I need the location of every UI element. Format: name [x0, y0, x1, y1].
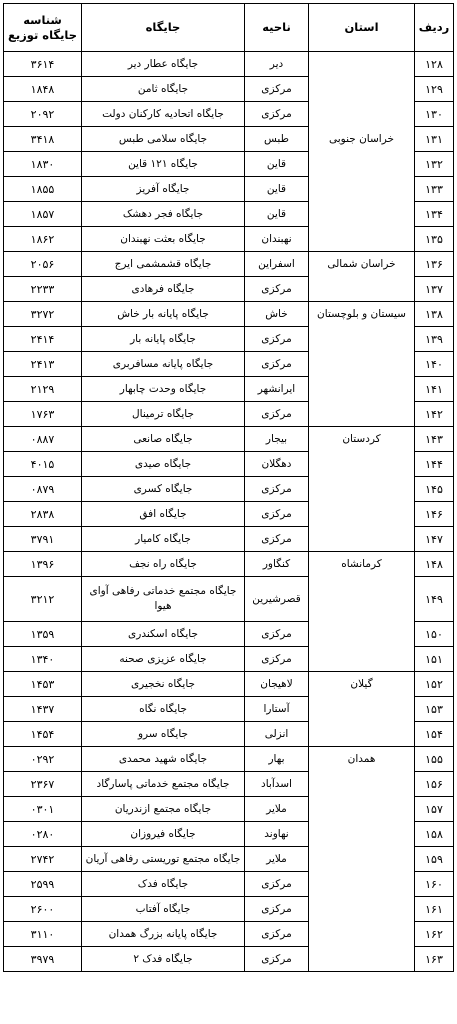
cell-province: کردستان — [309, 427, 415, 452]
cell-row-number: ۱۵۹ — [415, 847, 454, 872]
cell-province — [309, 947, 415, 972]
cell-distribution-code: ۱۸۵۵ — [4, 177, 82, 202]
cell-station: جایگاه آفریز — [82, 177, 245, 202]
cell-station: جایگاه ثامن — [82, 77, 245, 102]
cell-district: مرکزی — [245, 477, 309, 502]
table-row — [4, 402, 454, 427]
cell-district: قاین — [245, 202, 309, 227]
cell-province: همدان — [309, 747, 415, 772]
cell-station: جایگاه ترمینال — [82, 402, 245, 427]
cell-distribution-code: ۳۲۷۲ — [4, 302, 82, 327]
cell-province — [309, 502, 415, 527]
cell-row-number: ۱۴۶ — [415, 502, 454, 527]
cell-station: جایگاه سرو — [82, 722, 245, 747]
cell-row-number: ۱۵۷ — [415, 797, 454, 822]
cell-district: طبس — [245, 127, 309, 152]
cell-row-number: ۱۳۴ — [415, 202, 454, 227]
cell-row-number: ۱۵۶ — [415, 772, 454, 797]
cell-row-number: ۱۳۱ — [415, 127, 454, 152]
cell-district: مرکزی — [245, 622, 309, 647]
cell-station: جایگاه فرهادی — [82, 277, 245, 302]
cell-row-number: ۱۴۲ — [415, 402, 454, 427]
table-row — [4, 502, 454, 527]
cell-row-number: ۱۶۰ — [415, 872, 454, 897]
table-row — [4, 622, 454, 647]
cell-province — [309, 822, 415, 847]
cell-province — [309, 527, 415, 552]
cell-province — [309, 227, 415, 252]
cell-province — [309, 872, 415, 897]
cell-district: قصرشیرین — [245, 577, 309, 622]
cell-province: خراسان شمالی — [309, 252, 415, 277]
cell-station: جایگاه وحدت چابهار — [82, 377, 245, 402]
cell-row-number: ۱۶۲ — [415, 922, 454, 947]
cell-province — [309, 897, 415, 922]
cell-province — [309, 277, 415, 302]
cell-row-number: ۱۵۱ — [415, 647, 454, 672]
cell-distribution-code: ۱۸۵۷ — [4, 202, 82, 227]
cell-station: جایگاه شهید محمدی — [82, 747, 245, 772]
cell-district: مرکزی — [245, 502, 309, 527]
cell-distribution-code: ۰۸۷۹ — [4, 477, 82, 502]
cell-row-number: ۱۴۸ — [415, 552, 454, 577]
cell-district: قاین — [245, 177, 309, 202]
header-province: استان — [309, 4, 415, 52]
cell-district: مرکزی — [245, 527, 309, 552]
table-row — [4, 327, 454, 352]
cell-row-number: ۱۳۵ — [415, 227, 454, 252]
cell-district: اسفراین — [245, 252, 309, 277]
cell-district: لاهیجان — [245, 672, 309, 697]
cell-district: انزلی — [245, 722, 309, 747]
stations-table — [3, 3, 454, 972]
cell-province — [309, 577, 415, 622]
cell-province — [309, 177, 415, 202]
cell-distribution-code: ۳۷۹۱ — [4, 527, 82, 552]
cell-row-number: ۱۴۴ — [415, 452, 454, 477]
cell-station: جایگاه نگاه — [82, 697, 245, 722]
table-body — [4, 52, 454, 972]
table-row — [4, 352, 454, 377]
cell-province — [309, 722, 415, 747]
cell-distribution-code: ۴۰۱۵ — [4, 452, 82, 477]
cell-province — [309, 647, 415, 672]
cell-province — [309, 922, 415, 947]
cell-distribution-code: ۲۴۱۴ — [4, 327, 82, 352]
cell-station: جایگاه مجتمع خدماتی رفاهی آوای هیوا — [82, 577, 245, 622]
cell-station: جایگاه کامیار — [82, 527, 245, 552]
cell-row-number: ۱۴۱ — [415, 377, 454, 402]
cell-district: بهار — [245, 747, 309, 772]
cell-province — [309, 152, 415, 177]
cell-district: ایرانشهر — [245, 377, 309, 402]
cell-station: جایگاه قشمشمی ایرج — [82, 252, 245, 277]
cell-distribution-code: ۰۲۹۲ — [4, 747, 82, 772]
cell-row-number: ۱۳۳ — [415, 177, 454, 202]
cell-district: نهاوند — [245, 822, 309, 847]
cell-distribution-code: ۲۰۵۶ — [4, 252, 82, 277]
cell-row-number: ۱۵۸ — [415, 822, 454, 847]
cell-row-number: ۱۴۷ — [415, 527, 454, 552]
header-station: جایگاه — [82, 4, 245, 52]
cell-station: جایگاه مجتمع خدماتی پاسارگاد — [82, 772, 245, 797]
cell-station: جایگاه فجر دهشک — [82, 202, 245, 227]
cell-row-number: ۱۵۵ — [415, 747, 454, 772]
cell-distribution-code: ۱۳۹۶ — [4, 552, 82, 577]
cell-province — [309, 377, 415, 402]
cell-district: مرکزی — [245, 922, 309, 947]
cell-district: نهبندان — [245, 227, 309, 252]
table-header-row — [4, 4, 454, 52]
cell-district: اسدآباد — [245, 772, 309, 797]
cell-district: آستارا — [245, 697, 309, 722]
cell-province — [309, 847, 415, 872]
cell-row-number: ۱۶۱ — [415, 897, 454, 922]
cell-province: گیلان — [309, 672, 415, 697]
cell-distribution-code: ۳۲۱۲ — [4, 577, 82, 622]
cell-row-number: ۱۳۷ — [415, 277, 454, 302]
cell-station: جایگاه پایانه بار خاش — [82, 302, 245, 327]
cell-station: جایگاه اسکندری — [82, 622, 245, 647]
cell-distribution-code: ۲۶۰۰ — [4, 897, 82, 922]
cell-district: مرکزی — [245, 102, 309, 127]
cell-distribution-code: ۱۸۶۲ — [4, 227, 82, 252]
cell-province — [309, 52, 415, 77]
cell-distribution-code: ۰۲۸۰ — [4, 822, 82, 847]
cell-distribution-code: ۱۴۵۴ — [4, 722, 82, 747]
table-row — [4, 822, 454, 847]
table-row — [4, 747, 454, 772]
cell-district: بیجار — [245, 427, 309, 452]
cell-district: مرکزی — [245, 872, 309, 897]
cell-distribution-code: ۳۴۱۸ — [4, 127, 82, 152]
cell-distribution-code: ۱۷۶۳ — [4, 402, 82, 427]
cell-row-number: ۱۵۴ — [415, 722, 454, 747]
cell-row-number: ۱۳۰ — [415, 102, 454, 127]
cell-district: مرکزی — [245, 327, 309, 352]
cell-station: جایگاه پایانه بار — [82, 327, 245, 352]
table-row — [4, 452, 454, 477]
cell-district: مرکزی — [245, 897, 309, 922]
cell-station: جایگاه آفتاب — [82, 897, 245, 922]
cell-station: جایگاه صانعی — [82, 427, 245, 452]
cell-station: جایگاه فدک — [82, 872, 245, 897]
table-row — [4, 697, 454, 722]
cell-district: ملایر — [245, 847, 309, 872]
cell-distribution-code: ۲۳۶۷ — [4, 772, 82, 797]
cell-row-number: ۱۲۹ — [415, 77, 454, 102]
cell-district: مرکزی — [245, 277, 309, 302]
cell-distribution-code: ۲۰۹۲ — [4, 102, 82, 127]
cell-province — [309, 102, 415, 127]
cell-station: جایگاه عزیزی صحنه — [82, 647, 245, 672]
cell-province — [309, 772, 415, 797]
cell-station: جایگاه فیروزان — [82, 822, 245, 847]
cell-district: مرکزی — [245, 647, 309, 672]
cell-row-number: ۱۳۶ — [415, 252, 454, 277]
cell-district: مرکزی — [245, 352, 309, 377]
cell-distribution-code: ۲۲۳۳ — [4, 277, 82, 302]
cell-district: مرکزی — [245, 77, 309, 102]
table-row — [4, 552, 454, 577]
cell-province — [309, 452, 415, 477]
cell-distribution-code: ۱۳۴۰ — [4, 647, 82, 672]
cell-station: جایگاه صیدی — [82, 452, 245, 477]
cell-province — [309, 402, 415, 427]
cell-distribution-code: ۲۱۲۹ — [4, 377, 82, 402]
cell-province — [309, 697, 415, 722]
cell-distribution-code: ۱۴۳۷ — [4, 697, 82, 722]
table-row — [4, 427, 454, 452]
cell-row-number: ۱۳۹ — [415, 327, 454, 352]
table-row — [4, 277, 454, 302]
cell-district: خاش — [245, 302, 309, 327]
cell-distribution-code: ۲۵۹۹ — [4, 872, 82, 897]
cell-province: سیستان و بلوچستان — [309, 302, 415, 327]
cell-distribution-code: ۲۷۴۲ — [4, 847, 82, 872]
cell-province — [309, 327, 415, 352]
cell-row-number: ۱۵۳ — [415, 697, 454, 722]
table-row — [4, 672, 454, 697]
table-row — [4, 947, 454, 972]
table-row — [4, 772, 454, 797]
cell-district: دیر — [245, 52, 309, 77]
cell-distribution-code: ۳۹۷۹ — [4, 947, 82, 972]
header-district: ناحیه — [245, 4, 309, 52]
cell-row-number: ۱۴۰ — [415, 352, 454, 377]
cell-distribution-code: ۱۴۵۳ — [4, 672, 82, 697]
cell-row-number: ۱۴۵ — [415, 477, 454, 502]
cell-row-number: ۱۴۳ — [415, 427, 454, 452]
cell-province — [309, 352, 415, 377]
cell-station: جایگاه مجتمع ازندریان — [82, 797, 245, 822]
table-row — [4, 647, 454, 672]
table-row — [4, 897, 454, 922]
cell-district: مرکزی — [245, 947, 309, 972]
cell-distribution-code: ۰۳۰۱ — [4, 797, 82, 822]
cell-distribution-code: ۳۱۱۰ — [4, 922, 82, 947]
table-row — [4, 152, 454, 177]
cell-station: جایگاه افق — [82, 502, 245, 527]
cell-distribution-code: ۲۸۳۸ — [4, 502, 82, 527]
cell-station: جایگاه کسری — [82, 477, 245, 502]
cell-row-number: ۱۳۸ — [415, 302, 454, 327]
cell-distribution-code: ۰۸۸۷ — [4, 427, 82, 452]
table-row — [4, 377, 454, 402]
cell-distribution-code: ۲۴۱۳ — [4, 352, 82, 377]
table-row — [4, 847, 454, 872]
cell-station: جایگاه اتحادیه کارکنان دولت — [82, 102, 245, 127]
cell-station: جایگاه نخجیری — [82, 672, 245, 697]
cell-station: جایگاه فدک ۲ — [82, 947, 245, 972]
cell-row-number: ۱۲۸ — [415, 52, 454, 77]
cell-province: خراسان جنوبی — [309, 127, 415, 152]
cell-distribution-code: ۱۸۳۰ — [4, 152, 82, 177]
cell-district: ملایر — [245, 797, 309, 822]
table-row — [4, 177, 454, 202]
cell-province — [309, 202, 415, 227]
cell-district: قاین — [245, 152, 309, 177]
table-row — [4, 477, 454, 502]
cell-distribution-code: ۳۶۱۴ — [4, 52, 82, 77]
cell-province — [309, 77, 415, 102]
cell-station: جایگاه پایانه مسافربری — [82, 352, 245, 377]
table-row — [4, 102, 454, 127]
table-row — [4, 202, 454, 227]
table-row — [4, 127, 454, 152]
cell-station: جایگاه ۱۲۱ قاین — [82, 152, 245, 177]
cell-station: جایگاه بعثت نهبندان — [82, 227, 245, 252]
cell-province — [309, 622, 415, 647]
table-row — [4, 77, 454, 102]
cell-station: جایگاه عطار دیر — [82, 52, 245, 77]
table-row — [4, 52, 454, 77]
cell-distribution-code: ۱۳۵۹ — [4, 622, 82, 647]
cell-station: جایگاه پایانه بزرگ همدان — [82, 922, 245, 947]
cell-distribution-code: ۱۸۴۸ — [4, 77, 82, 102]
cell-station: جایگاه راه نجف — [82, 552, 245, 577]
cell-province — [309, 797, 415, 822]
cell-row-number: ۱۵۰ — [415, 622, 454, 647]
cell-row-number: ۱۵۲ — [415, 672, 454, 697]
cell-row-number: ۱۳۲ — [415, 152, 454, 177]
table-row — [4, 252, 454, 277]
cell-district: کنگاور — [245, 552, 309, 577]
cell-district: دهگلان — [245, 452, 309, 477]
table-row — [4, 797, 454, 822]
cell-row-number: ۱۴۹ — [415, 577, 454, 622]
cell-station: جایگاه سلامی طبس — [82, 127, 245, 152]
table-row — [4, 922, 454, 947]
table-row — [4, 302, 454, 327]
table-row — [4, 577, 454, 622]
table-row — [4, 872, 454, 897]
table-row — [4, 227, 454, 252]
cell-row-number: ۱۶۳ — [415, 947, 454, 972]
header-distribution-code: شناسه جایگاه توزیع — [4, 4, 82, 52]
table-row — [4, 722, 454, 747]
cell-district: مرکزی — [245, 402, 309, 427]
cell-province — [309, 477, 415, 502]
cell-station: جایگاه مجتمع توریستی رفاهی آریان — [82, 847, 245, 872]
header-row-number: ردیف — [415, 4, 454, 52]
table-row — [4, 527, 454, 552]
cell-province: کرمانشاه — [309, 552, 415, 577]
